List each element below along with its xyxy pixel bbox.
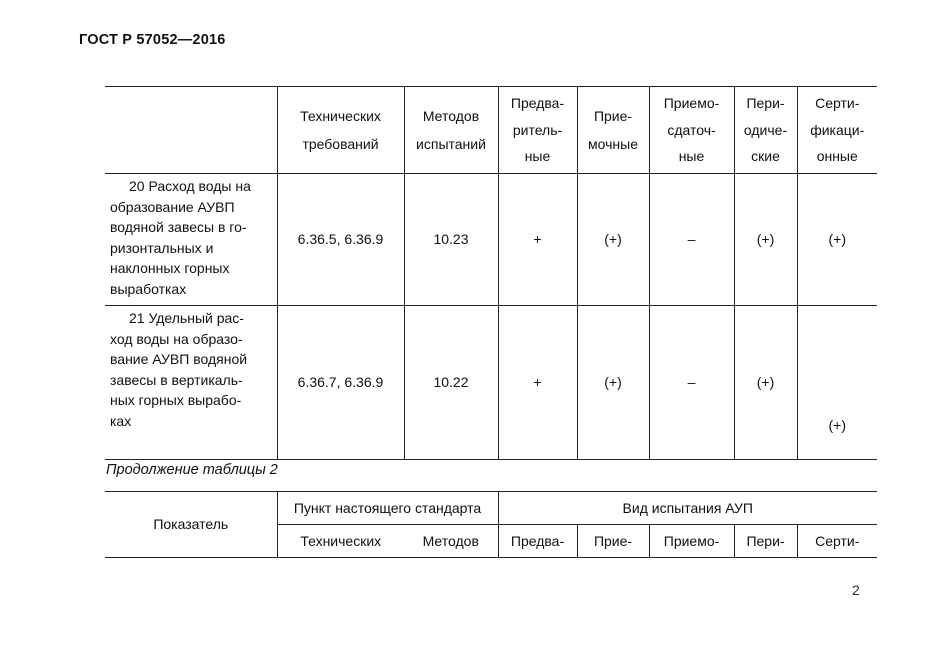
- periodic-cell: (+): [734, 174, 797, 306]
- header-line: ритель-: [512, 121, 563, 138]
- label-line: ках: [110, 412, 132, 429]
- test-methods-cell: 10.22: [404, 306, 498, 460]
- table-header-row: [105, 492, 877, 525]
- label-line: вание АУВП водяной: [110, 351, 248, 367]
- table-header-row: [105, 87, 877, 174]
- header-cell-test-methods: [404, 87, 498, 174]
- subheader-test-methods: Методов: [404, 525, 498, 558]
- test-type-group-header: Вид испытания АУП: [498, 492, 877, 525]
- table-caption: Продолжение таблицы 2: [106, 462, 278, 478]
- header-cell-empty: [105, 87, 277, 174]
- table-row: [105, 306, 877, 460]
- preliminary-cell: +: [498, 306, 577, 460]
- header-line: Приемо-: [663, 95, 720, 112]
- label-line: выработках: [110, 280, 187, 297]
- subheader-preliminary: Предва-: [498, 525, 577, 558]
- subheader-certification: Серти-: [797, 525, 877, 558]
- test-methods-cell: 10.23: [404, 174, 498, 306]
- label-line: водяной завесы в го-: [110, 219, 247, 235]
- subheader-acceptance: Прие-: [577, 525, 649, 558]
- tech-requirements-cell: 6.36.5, 6.36.9: [277, 174, 404, 306]
- header-line: ные: [678, 148, 705, 165]
- label-line: ных горных вырабо-: [110, 392, 242, 408]
- acceptance-cell: (+): [577, 174, 649, 306]
- label-line: 21 Удельный рас-: [129, 310, 244, 326]
- tech-requirements-cell: 6.36.7, 6.36.9: [277, 306, 404, 460]
- header-line: Предва-: [510, 95, 565, 112]
- certification-cell: (+): [797, 306, 877, 460]
- header-line: Серти-: [815, 95, 860, 112]
- header-line: Методов: [422, 108, 480, 124]
- header-line: одиче-: [743, 121, 788, 138]
- header-line: требований: [302, 135, 379, 152]
- handover-cell: –: [649, 174, 734, 306]
- preliminary-cell: +: [498, 174, 577, 306]
- header-line: ские: [751, 148, 780, 165]
- header-line: онные: [816, 148, 858, 165]
- header-line: испытаний: [416, 135, 486, 152]
- header-line: Пери-: [746, 95, 785, 112]
- page-number: 2: [852, 582, 860, 598]
- header-line: сдаточ-: [667, 121, 716, 138]
- header-line: Прие-: [593, 108, 633, 124]
- document-header: ГОСТ Р 57052—2016: [79, 32, 226, 48]
- label-line: наклонных горных: [110, 260, 230, 276]
- header-cell-periodic: [734, 87, 797, 174]
- label-line: завесы в вертикаль-: [110, 371, 243, 388]
- header-cell-handover: [649, 87, 734, 174]
- header-line: фикаци-: [810, 121, 865, 138]
- label-line: ризонтальных и: [110, 239, 214, 256]
- certification-cell: (+): [797, 174, 877, 306]
- header-cell-acceptance: [577, 87, 649, 174]
- row-label: [105, 174, 277, 306]
- row-label: [105, 306, 277, 460]
- continuation-table-header: [105, 491, 877, 558]
- header-line: ные: [524, 148, 551, 165]
- subheader-periodic: Пери-: [734, 525, 797, 558]
- table-row: [105, 174, 877, 306]
- requirements-table-part: [105, 86, 877, 460]
- header-cell-certification: [797, 87, 877, 174]
- header-line: Технических: [300, 108, 381, 124]
- subheader-handover: Приемо-: [649, 525, 734, 558]
- header-cell-tech-requirements: [277, 87, 404, 174]
- clause-group-header: Пункт настоящего стандарта: [277, 492, 498, 525]
- header-cell-preliminary: [498, 87, 577, 174]
- subheader-tech-requirements: Технических: [277, 525, 404, 558]
- handover-cell: –: [649, 306, 734, 460]
- acceptance-cell: (+): [577, 306, 649, 460]
- periodic-cell: (+): [734, 306, 797, 460]
- label-line: ход воды на образо-: [110, 330, 243, 347]
- label-line: 20 Расход воды на: [129, 178, 251, 194]
- label-line: образование АУВП: [110, 198, 235, 215]
- header-line: мочные: [588, 135, 638, 152]
- indicator-header: Показатель: [105, 492, 277, 558]
